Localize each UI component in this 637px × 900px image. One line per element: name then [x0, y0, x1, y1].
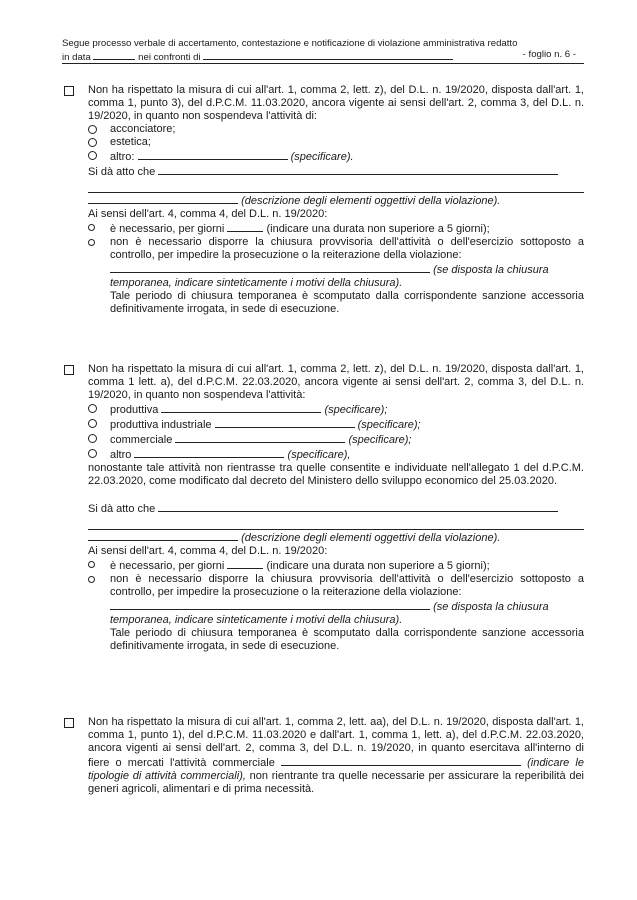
- radio-icon: [88, 449, 97, 458]
- date-field[interactable]: [93, 49, 135, 60]
- subject-field[interactable]: [203, 49, 453, 60]
- giorni-field[interactable]: [227, 221, 263, 232]
- chiusura-hint-row: temporanea, indicare sinteticamente i motivi della chiusura).: [110, 277, 403, 289]
- description-field[interactable]: [88, 193, 238, 204]
- sheet-number: - foglio n. 6 -: [522, 49, 576, 60]
- description-row: (descrizione degli elementi oggettivi della violazione).: [88, 193, 584, 208]
- header-divider: [62, 63, 584, 64]
- altro-field[interactable]: [138, 149, 288, 160]
- header-in-data: in data: [62, 52, 91, 63]
- radio-icon: [88, 138, 97, 147]
- option-altro[interactable]: altro: (specificare).: [88, 149, 584, 164]
- page-header: [62, 38, 584, 63]
- option-commerciale[interactable]: commerciale (specificare);: [88, 432, 584, 447]
- tale-periodo-text: Tale periodo di chiusura temporanea è scomputato dalla corrispondente sanzione accessoria definitivamente irrogata, in sede di esecuzione.: [110, 290, 584, 315]
- produttiva-field[interactable]: [161, 402, 321, 413]
- radio-icon: [88, 151, 97, 160]
- header-nei-confronti: nei confronti di: [138, 52, 201, 63]
- radio-icon: [88, 404, 97, 413]
- chiusura-row: (se disposta la chiusura: [88, 262, 584, 277]
- si-da-atto-row: Si dà atto che: [88, 164, 584, 179]
- section-2-text: Non ha rispettato la misura di cui all'art. 1, comma 2, lett. z), del D.L. n. 19/2020, disposta dall'art. 1, comma 1 lett. a), del d.P.C.M. 22.03.2020, ancora vigente ai sensi dell'art. 2, comma 3, del D.L. n. 19/2020, in quanto non sospendeva l'attività:: [88, 363, 584, 401]
- si-da-atto-field[interactable]: [158, 164, 558, 175]
- bullet-icon: [88, 561, 95, 568]
- radio-icon: [88, 125, 97, 134]
- section-1-text: Non ha rispettato la misura di cui all'art. 1, comma 2, lett. z), del D.L. n. 19/2020, disposta dall'art. 1, comma 1, punto 3), del d.P.C.M. 11.03.2020, ancora vigente ai sensi dell'art. 2, comma 3, del D.L. n. 19/2020, in quanto non sospendeva l'attività di:: [88, 84, 584, 122]
- radio-icon: [88, 434, 97, 443]
- option-produttiva[interactable]: produttiva (specificare);: [88, 402, 584, 417]
- option-acconciatore[interactable]: acconciatore;: [88, 123, 584, 136]
- bullet-icon: [88, 576, 95, 583]
- chiusura-hint-row-2: temporanea, indicare sinteticamente i motivi della chiusura).: [110, 614, 403, 626]
- altro-2-field[interactable]: [134, 447, 284, 458]
- bullet-icon: [88, 224, 95, 231]
- description-line-2[interactable]: [88, 516, 584, 530]
- description-field-2[interactable]: [88, 530, 238, 541]
- ai-sensi-label: Ai sensi dell'art. 4, comma 4, del D.L. n. 19/2020:: [88, 208, 328, 220]
- description-line[interactable]: [88, 179, 584, 193]
- radio-icon: [88, 419, 97, 428]
- bullet-icon: [88, 239, 95, 246]
- chiusura-field[interactable]: [110, 262, 430, 273]
- altro-hint: (specificare).: [290, 151, 354, 163]
- bullet-non-necessario-2[interactable]: non è necessario disporre la chiusura provvisoria dell'attività o dell'esercizio sottoposto a controllo, per impedire la prosecuzione o la reiterazione della violazione:: [88, 573, 584, 599]
- section-1-checkbox[interactable]: [64, 86, 74, 96]
- section-2-checkbox[interactable]: [64, 365, 74, 375]
- description-row-2: (descrizione degli elementi oggettivi della violazione).: [88, 530, 584, 545]
- si-da-atto-field-2[interactable]: [158, 501, 558, 512]
- option-altro-2[interactable]: altro (specificare),: [88, 447, 584, 462]
- commerciale-field[interactable]: [175, 432, 345, 443]
- bullet-non-necessario[interactable]: non è necessario disporre la chiusura provvisoria dell'attività o dell'esercizio sottoposto a controllo, per impedire la prosecuzione o la reiterazione della violazione:: [88, 236, 584, 262]
- chiusura-row-2: (se disposta la chiusura: [88, 599, 584, 614]
- ai-sensi-label-2: Ai sensi dell'art. 4, comma 4, del D.L. n. 19/2020:: [88, 545, 328, 557]
- attivita-field[interactable]: [281, 755, 521, 766]
- section-3-text: Non ha rispettato la misura di cui all'art. 1, comma 2, lett. aa), del D.L. n. 19/2020, disposta dall'art. 1, comma 1, punto 1), del d.P.C.M. 11.03.2020 e dall'art. 1, comma 1, lett. a), del d.P.C.M. 22.03.2020, ancora vigenti ai sensi dell'art. 2, comma 3, del D.L. n. 19/2020, in quanto esercitava all'interno di fiere o mercati l'attività commerciale (indicare le tipologie di attività commerciali), non rientrante tra quelle necessarie per assicurare la reperibilità dei generi agricoli, alimentari e di prima necessità.: [88, 716, 585, 795]
- option-produttiva-industriale[interactable]: produttiva industriale (specificare);: [88, 417, 584, 432]
- tale-periodo-text-2: Tale periodo di chiusura temporanea è scomputato dalla corrispondente sanzione accessoria definitivamente irrogata, in sede di esecuzione.: [110, 627, 584, 652]
- bullet-giorni[interactable]: è necessario, per giorni (indicare una durata non superiore a 5 giorni);: [88, 221, 584, 236]
- giorni-field-2[interactable]: [227, 558, 263, 569]
- option-estetica[interactable]: estetica;: [88, 136, 584, 149]
- chiusura-field-2[interactable]: [110, 599, 430, 610]
- header-line2: [62, 49, 584, 63]
- produttiva-industriale-field[interactable]: [215, 417, 355, 428]
- nonostante-text: nonostante tale attività non rientrasse tra quelle consentite e individuate nell'allegato 1 del d.P.C.M. 22.03.2020, come modificato dal decreto del Ministero dello sviluppo economico del 25.03.2020.: [88, 462, 584, 487]
- si-da-atto-row-2: Si dà atto che: [88, 501, 584, 516]
- bullet-giorni-2[interactable]: è necessario, per giorni (indicare una durata non superiore a 5 giorni);: [88, 558, 584, 573]
- section-3-checkbox[interactable]: [64, 718, 74, 728]
- header-line1: Segue processo verbale di accertamento, contestazione e notificazione di violazione amministrativa redatto: [62, 38, 518, 49]
